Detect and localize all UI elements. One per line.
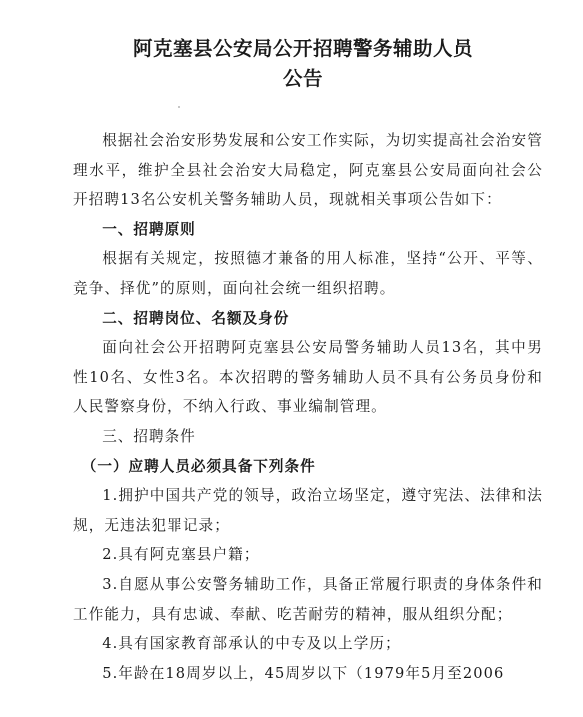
document-title (73, 34, 543, 94)
document-body (73, 126, 543, 688)
section-heading-positions: 二、招聘岗位、名额及身份 (102, 309, 290, 327)
condition-item: 1.拥护中国共产党的领导，政治立场坚定，遵守宪法、法律和法规，无违法犯罪记录； (73, 487, 543, 534)
section-text-principles: 根据有关规定，按照德才兼备的用人标准，坚持“公开、平等、竞争、择优”的原则，面向社会统一组织招聘。 (73, 250, 543, 297)
condition-item: 3.自愿从事公安警务辅助工作，具备正常履行职责的身体条件和工作能力，具有忠诚、奉献、吃苦耐劳的精神，服从组织分配； (73, 575, 543, 623)
condition-item: 5.年龄在18周岁以上，45周岁以下（1979年5月至2006 (102, 664, 505, 682)
scan-speck (178, 106, 180, 108)
section-text-positions: 面向社会公开招聘阿克塞县公安局警务辅助人员13名，其中男性10名、女性3名。本次招聘的警务辅助人员不具有公务员身份和人民警察身份，不纳入行政、事业编制管理。 (73, 339, 543, 416)
section-heading-conditions: 三、招聘条件 (102, 427, 196, 445)
title-line-1: 阿克塞县公安局公开招聘警务辅助人员 (132, 37, 473, 60)
section-heading-principles: 一、招聘原则 (102, 220, 196, 238)
condition-item: 4.具有国家教育部承认的中专及以上学历； (102, 635, 401, 653)
intro-paragraph: 根据社会治安形势发展和公安工作实际，为切实提高社会治安管理水平，维护全县社会治安大局稳定，阿克塞县公安局面向社会公开招聘13名公安机关警务辅助人员，现就相关事项公告如下： (73, 132, 543, 209)
title-line-2: 公告 (282, 67, 323, 90)
condition-item: 2.具有阿克塞县户籍； (102, 546, 260, 564)
subsection-heading-requirements: （一）应聘人员必须具备下列条件 (81, 457, 316, 475)
